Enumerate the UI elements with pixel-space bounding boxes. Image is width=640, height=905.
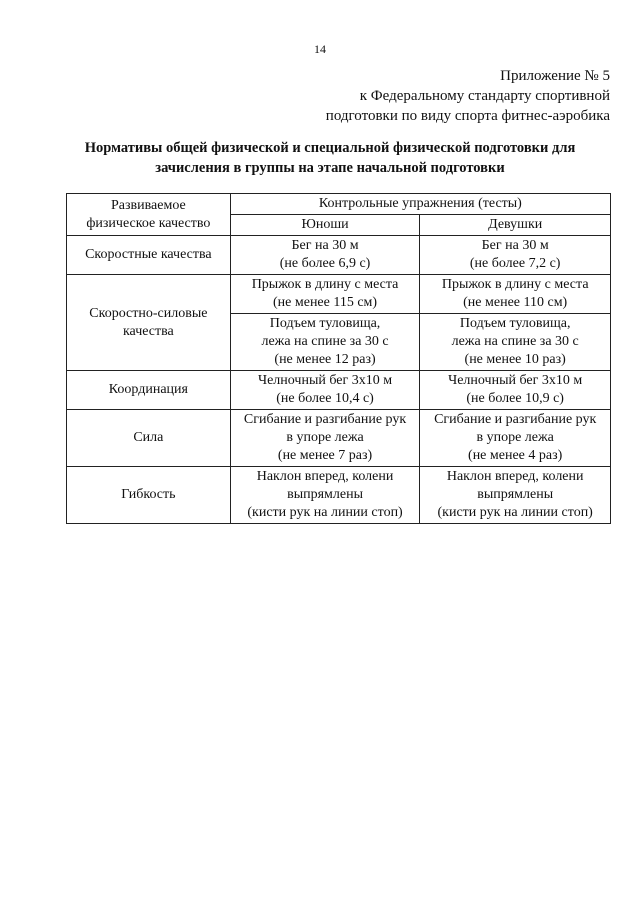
- cell-line: Наклон вперед, колени: [446, 469, 584, 484]
- boys-cell: [230, 236, 420, 275]
- appendix-line: подготовки по виду спорта фитнес-аэробика: [325, 108, 610, 124]
- quality-cell: Гибкость: [67, 467, 231, 524]
- cell-line: качества: [122, 323, 174, 339]
- header-row: [67, 194, 611, 215]
- cell-line: Подъем туловища,: [459, 316, 571, 331]
- appendix-header: [326, 66, 610, 126]
- girls-cell: [420, 467, 611, 524]
- appendix-line: Приложение № 5: [500, 68, 610, 84]
- girls-cell: [420, 275, 611, 314]
- cell-line: Сгибание и разгибание рук: [243, 412, 407, 427]
- cell-line: Скоростно-силовые: [89, 305, 208, 321]
- cell-line: в упоре лежа: [286, 430, 364, 445]
- table-row: [67, 275, 611, 314]
- cell-line: (кисти рук на линии стоп): [247, 505, 403, 520]
- table-row: [67, 410, 611, 467]
- cell-line: (не менее 12 раз): [274, 352, 376, 367]
- cell-line: Наклон вперед, колени: [256, 469, 394, 484]
- cell-line: (не более 10,9 с): [466, 391, 564, 406]
- cell-line: выпрямлены: [287, 487, 363, 502]
- cell-line: Челночный бег 3х10 м: [257, 373, 393, 388]
- cell-line: (не менее 7 раз): [277, 448, 373, 463]
- header-tests: Контрольные упражнения (тесты): [230, 194, 610, 215]
- boys-cell: [230, 371, 420, 410]
- header-quality-line: Развиваемое: [111, 197, 186, 213]
- quality-cell: [67, 275, 231, 371]
- cell-line: Бег на 30 м: [291, 238, 359, 253]
- girls-cell: [420, 314, 611, 371]
- cell-line: (не более 7,2 с): [469, 256, 561, 271]
- header-girls: Девушки: [420, 215, 611, 236]
- cell-line: (не менее 4 раз): [468, 448, 563, 463]
- cell-line: лежа на спине за 30 с: [451, 334, 579, 349]
- table-row: [67, 236, 611, 275]
- girls-cell: [420, 236, 611, 275]
- header-quality-line: физическое качество: [86, 215, 211, 231]
- cell-line: Подъем туловища,: [269, 316, 381, 331]
- document-title: [60, 138, 600, 178]
- table-row: [67, 467, 611, 524]
- cell-line: Прыжок в длину с места: [441, 277, 589, 292]
- boys-cell: [230, 314, 420, 371]
- page-number: 14: [314, 42, 326, 56]
- boys-cell: [230, 275, 420, 314]
- quality-cell: Координация: [67, 371, 231, 410]
- cell-line: (кисти рук на линии стоп): [437, 505, 593, 520]
- cell-line: лежа на спине за 30 с: [261, 334, 389, 349]
- girls-cell: [420, 371, 611, 410]
- quality-cell: Сила: [67, 410, 231, 467]
- title-line: Нормативы общей физической и специальной физической подготовки для: [84, 140, 576, 156]
- cell-line: Прыжок в длину с места: [251, 277, 399, 292]
- cell-line: Сгибание и разгибание рук: [434, 412, 597, 427]
- cell-line: (не менее 110 см): [463, 295, 568, 310]
- appendix-line: к Федеральному стандарту спортивной: [359, 88, 610, 104]
- cell-line: (не более 6,9 с): [279, 256, 371, 271]
- girls-cell: [420, 410, 611, 467]
- boys-cell: [230, 410, 420, 467]
- title-line: зачисления в группы на этапе начальной подготовки: [155, 160, 505, 176]
- cell-line: Бег на 30 м: [481, 238, 549, 253]
- cell-line: выпрямлены: [477, 487, 554, 502]
- cell-line: (не менее 115 см): [273, 295, 378, 310]
- cell-line: (не более 10,4 с): [276, 391, 374, 406]
- cell-line: (не менее 10 раз): [464, 352, 566, 367]
- table-row: [67, 371, 611, 410]
- norms-table: [66, 193, 611, 524]
- header-boys: Юноши: [230, 215, 420, 236]
- cell-line: Челночный бег 3х10 м: [448, 373, 583, 388]
- header-quality: [67, 194, 231, 236]
- boys-cell: [230, 467, 420, 524]
- quality-cell: Скоростные качества: [67, 236, 231, 275]
- cell-line: в упоре лежа: [476, 430, 554, 445]
